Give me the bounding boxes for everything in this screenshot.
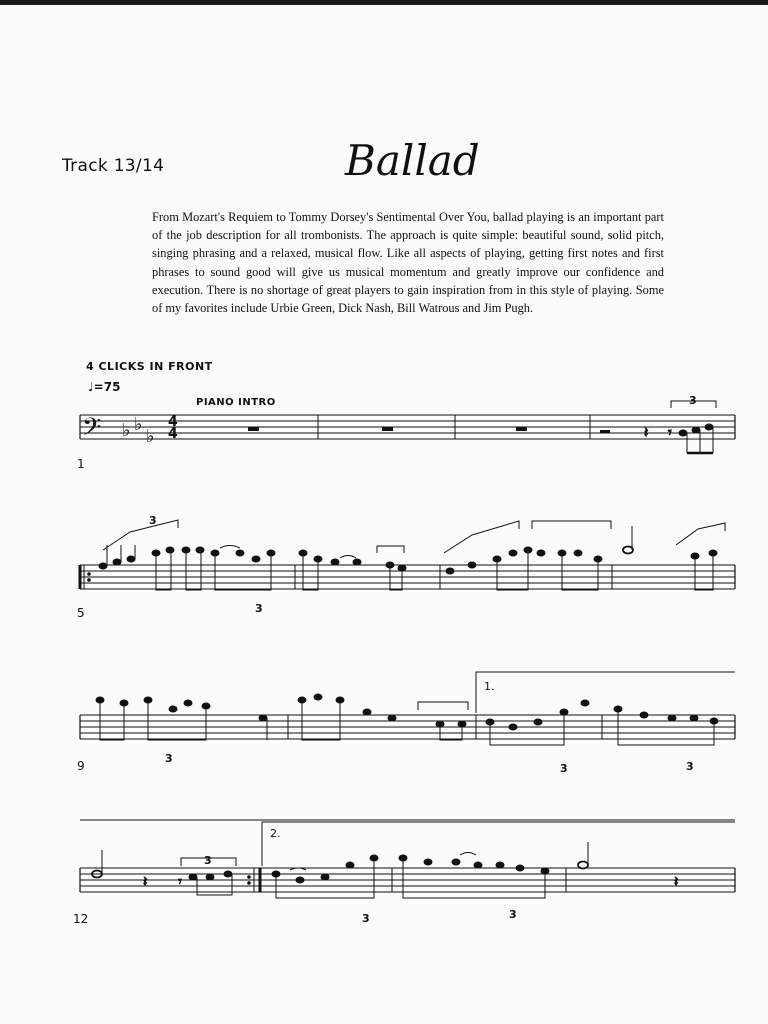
triplet-number: 3 <box>689 394 697 407</box>
svg-text:♭: ♭ <box>146 426 155 447</box>
melody-notes-system-3 <box>96 694 718 745</box>
triplet-brackets-system-3 <box>418 702 468 710</box>
bass-clef-icon: 𝄢 <box>82 413 102 448</box>
measure-number-5: 5 <box>77 606 85 620</box>
triplet-number: 3 <box>362 912 370 925</box>
time-signature <box>168 414 178 442</box>
triplet-number: 3 <box>149 514 157 527</box>
triplet-number: 3 <box>560 762 568 775</box>
second-ending-label: 2. <box>270 827 281 840</box>
page-title: Ballad <box>345 136 480 185</box>
svg-text:𝄽: 𝄽 <box>644 425 649 441</box>
svg-text:𝄽: 𝄽 <box>143 874 148 890</box>
whole-rests <box>248 427 610 433</box>
tempo-value: =75 <box>93 380 121 394</box>
svg-text:4: 4 <box>168 426 178 442</box>
key-signature-flats <box>122 414 155 447</box>
melody-notes-system-4 <box>92 842 678 898</box>
quarter-note-icon: ♩ <box>88 380 94 394</box>
svg-text:♭: ♭ <box>134 414 143 435</box>
melody-notes-system-2 <box>99 526 717 590</box>
intro-paragraph: From Mozart's Requiem to Tommy Dorsey's Sentimental Over You, ballad playing is an important part of the job description for all trombonists. The approach is quite simple: beautiful sound, solid pitch, singing phrasing and a relaxed, musical flow. Like all aspects of playing, getting first notes and first phrases to sound good will give us musical momentum and greatly improve our confidence and execution. There is no shortage of great players to gain inspiration from in this style of playing. Some of my favorites include Urbie Green, Dick Nash, Bill Watrous and Jim Pugh. <box>152 210 664 316</box>
triplet-number: 3 <box>509 908 517 921</box>
ties-system-4 <box>290 853 476 871</box>
svg-text:𝄾: 𝄾 <box>668 425 672 441</box>
measure-number-1: 1 <box>77 457 85 471</box>
first-ending-label: 1. <box>484 680 495 693</box>
track-label: Track 13/14 <box>62 156 165 176</box>
svg-text:𝄽: 𝄽 <box>674 874 679 890</box>
clicks-instruction: 4 CLICKS IN FRONT <box>86 360 213 373</box>
triplet-number: 3 <box>165 752 173 765</box>
measure-number-9: 9 <box>77 759 85 773</box>
piano-intro-label: PIANO INTRO <box>196 397 276 408</box>
staff-system-1 <box>80 415 735 439</box>
staff-system-3 <box>80 672 735 739</box>
measure-number-12: 12 <box>73 912 89 926</box>
staff-system-2 <box>80 565 735 589</box>
svg-text:4: 4 <box>168 414 178 430</box>
triplet-number: 3 <box>255 602 263 615</box>
svg-text:𝄾: 𝄾 <box>178 874 182 890</box>
triplet-number: 3 <box>204 854 212 867</box>
svg-text:♭: ♭ <box>122 420 131 441</box>
triplet-number: 3 <box>686 760 694 773</box>
